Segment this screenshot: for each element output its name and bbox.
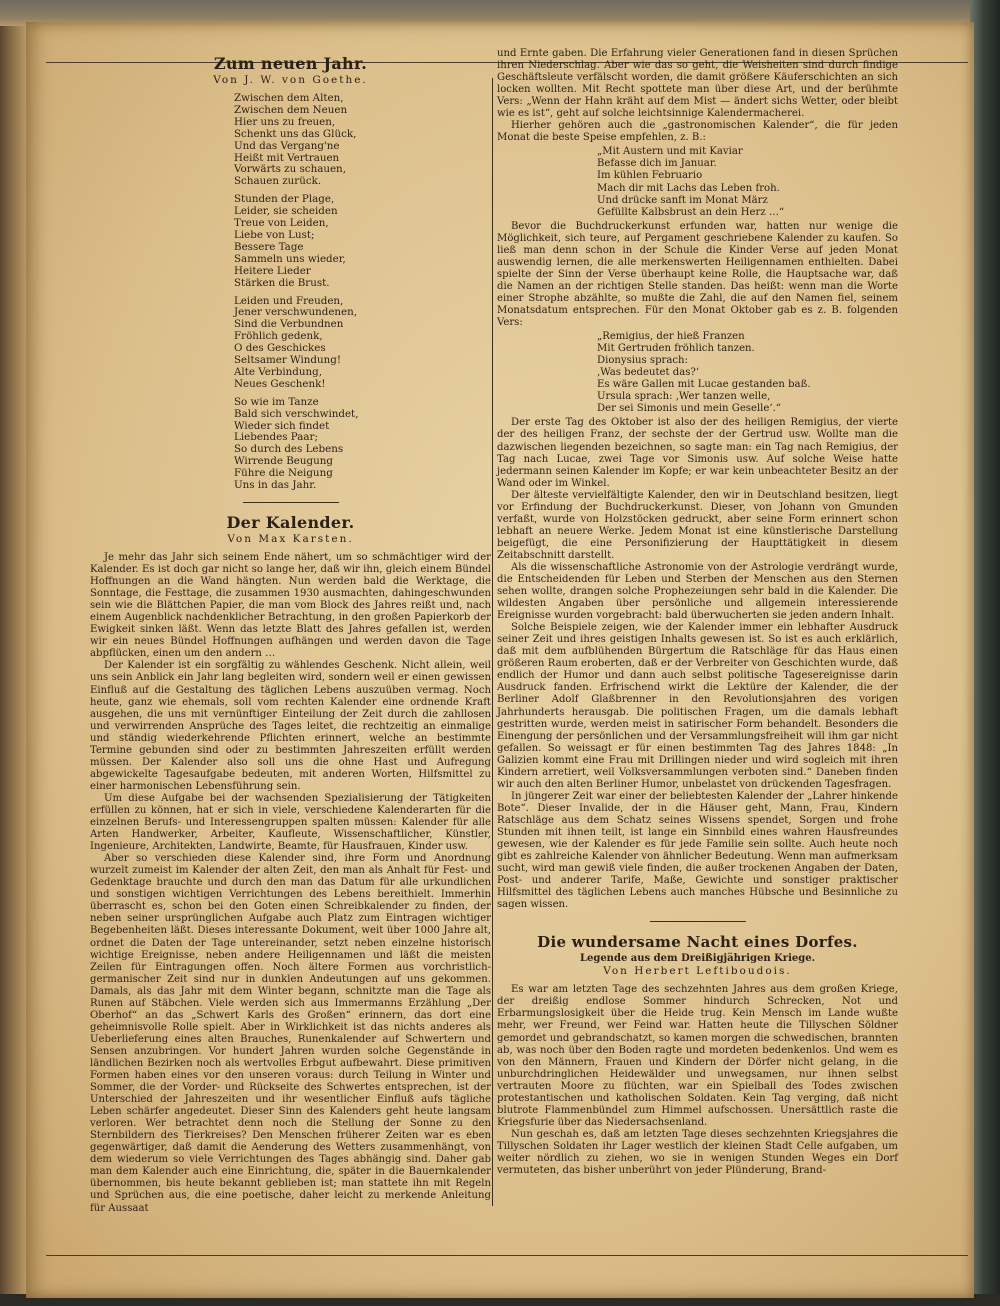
poem-line: Fröhlich gedenk,	[234, 330, 323, 343]
article-paragraph: Solche Beispiele zeigen, wie der Kalender immer ein lebhafter Ausdruck seiner Zeit und ihres geistigen Inhalts gewesen ist. So ist es auch erklärlich, daß mit dem aufblühenden Bürgertum die Ratschläge für das Haus einen größeren Raum eroberten, daß er der Verbreiter von Geschichten wurde, daß endlich der Humor und dann auch selbst politische Tagesereignisse darin Ausdruck fanden. Erfrischend wirkt die Lektüre der Kalender, die der Berliner Adolf Glaßbrenner in den Revolutionsjahren des vorigen Jahrhunderts herausgab. Die politischen Fragen, um die damals lebhaft gestritten wurde, werden meist in satirischer Form behandelt. Besonders die Einengung der persönlichen und der Versammlungsfreiheit will ihm gar nicht gefallen. So weissagt er für einen bestimmten Tag des Jahres 1848: „In Galizien kommt eine Frau mit Drillingen nieder und wird sogleich mit ihren Kindern arretiert, weil Volksversammlungen verboten sind.“ Daneben finden wir auch den alten Berliner Humor, unbelastet von drückenden Tagesfragen.	[497, 622, 898, 790]
poem-line: O des Geschickes	[234, 342, 326, 355]
poem-line: Sammeln uns wieder,	[234, 252, 346, 265]
article-paragraph: In jüngerer Zeit war einer der beliebtesten Kalender der „Lahrer hinkende Bote“. Dieser Invalide, der in die Häuser geht, Mann, Frau, Kindern Ratschläge aus dem Schatz seines Wissens spendet, Sorgen und frohe Stunden mit ihnen teilt, ist lange ein Sinnbild eines wahren Hausfreundes gewesen, wie der Kalender es für jede Familie sein sollte. Auch heute noch gibt es zahlreiche Kalender von ähnlicher Bedeutung. Wenn man aufmerksam sucht, wird man gewiß viele finden, die außer trockenen Angaben der Daten, Post- und anderer Tarife, Maße, Gewichte und sonstiger praktischer Hilfsmittel des täglichen Lebens auch manches Hübsche und Besinnliche zu sagen wissen.	[497, 790, 898, 911]
poem-stanza	[234, 93, 491, 188]
article-paragraph: Bevor die Buchdruckerkunst erfunden war, hatten nur wenige die Möglichkeit, sich teure, auf Pergament geschriebene Kalender zu kaufen. So ließ man denn schon in der Schule die Kinder Verse auf jeden Monat auswendig lernen, die alle merkenswerten Heiligennamen enthielten. Dabei spielte der Sinn der Verse überhaupt keine Rolle, die Hauptsache war, daß die Namen an der richtigen Stelle standen. Das heißt: wenn man die Worte einer Strophe abzählte, so mußte die Zahl, die auf den Namen fiel, seinem Monatsdatum entsprechen. Für den Monat Oktober gab es z. B. folgenden Vers:	[497, 220, 898, 329]
poem-line: Heißt mit Vertrauen	[234, 151, 340, 164]
poem-line: So durch des Lebens	[234, 443, 344, 456]
verse-line: Ursula sprach: ‚Wer tanzen welle,	[597, 391, 771, 403]
poem-stanza	[234, 397, 491, 492]
poem-title: Zum neuen Jahr.	[213, 54, 368, 73]
poem-line: Und das Vergang'ne	[234, 139, 340, 152]
verse-line: Dionysius sprach:	[597, 355, 688, 367]
poem-line: Jener verschwundenen,	[234, 306, 358, 319]
poem-line: Schenkt uns das Glück,	[234, 127, 357, 140]
verse-line: Mach dir mit Lachs das Leben froh.	[597, 182, 780, 194]
poem-line: Leider, sie scheiden	[234, 205, 338, 218]
poem-line: Heitere Lieder	[234, 264, 311, 277]
poem-line: Wirrende Beugung	[234, 455, 333, 468]
poem-line: Zwischen dem Neuen	[234, 103, 348, 116]
poem-line: Treue von Leiden,	[234, 217, 329, 230]
verse-line: „Remigius, der hieß Franzen	[597, 331, 745, 343]
article-paragraph: Der erste Tag des Oktober ist also der des heiligen Remigius, der vierte der des heiligen Franz, der sechste der der Gertrud usw. Wollte man die dazwischen liegenden bezeichnen, so sagte man: ein Tag nach Remigius, der Tag nach Lucae, zwei Tage vor Simonis usw. Auf solche Weise hatte jedermann seinen Kalender im Kopfe; er war kein unbeachteter Besitz an der Wand oder im Winkel.	[497, 417, 898, 489]
verse-line: Und drücke sanft im Monat März	[597, 194, 768, 206]
verse-line: ‚Was bedeutet das?‘	[597, 367, 700, 379]
verse-line: Der sei Simonis und mein Geselle‘.“	[597, 403, 781, 415]
kalender-title: Der Kalender.	[226, 513, 355, 532]
poem-line: Führe die Neigung	[234, 467, 333, 480]
poem-line: Sind die Verbundnen	[234, 318, 344, 331]
article-paragraph: Je mehr das Jahr sich seinem Ende nähert, um so schmächtiger wird der Kalender. Es ist doch gar nicht so lange her, daß wir ihn, gleich einem Bündel Hoffnungen an die Wand hängten. Nun werden bald die Werktage, die Sonntage, die Festtage, die zusammen 1930 ausmachten, dahingeschwunden sein wie die Blättchen Papier, die man vom Block des Jahres reißt und, nach einem Augenblick nachdenklicher Betrachtung, in den großen Papierkorb der Ewigkeit sinken läßt. Wenn das letzte Blatt des Jahres gefallen ist, werden wir ein neues Bündel Hoffnungen aufhängen und werden davon die Tage abpflücken, einen um den andern …	[90, 552, 491, 660]
verse-line: Mit Gertruden fröhlich tanzen.	[597, 343, 755, 355]
oktober-verse	[597, 331, 898, 415]
poem-line: Schauen zurück.	[234, 175, 322, 188]
section-divider	[243, 502, 339, 503]
poem-line: Alte Verbindung,	[234, 365, 322, 378]
story-paragraph: Es war am letzten Tage des sechzehnten Jahres aus dem großen Kriege, der dreißig endlose Sommer hindurch Schrecken, Not und Erbarmungslosigkeit über die Heide trug. Kein Mensch im Lande wußte mehr, wer Freund, wer Feind war. Hatten heute die Tillyschen Söldner gemordet und gebrandschatzt, so kamen morgen die schwedischen, brannten ab, was noch über den Boden ragte und mordeten bedenkenlos. Und wem es von den Männern, Frauen und Kindern der Dörfer nicht gelang, in die unburchdringlichen Heidewälder und unwegsamen, nur ihnen selbst vertrauten Moore zu flüchten, war ein Spielball des Todes zwischen protestantischen und katholischen Soldaten. Kein Tag verging, daß nicht blutrote Flammenbündel zum Himmel aufschossen. Unersättlich raste die Kriegsfurie über das Niedersachsenland.	[497, 984, 898, 1128]
poem-line: So wie im Tanze	[234, 395, 319, 408]
poem-line: Stärken die Brust.	[234, 276, 330, 289]
dorf-subtitle: Legende aus dem Dreißigjährigen Kriege.	[579, 953, 816, 965]
poem-line: Liebendes Paar;	[234, 431, 318, 444]
verse-line: Es wäre Gallen mit Lucae gestanden baß.	[597, 379, 811, 391]
article-paragraph: Der älteste vervielfältigte Kalender, den wir in Deutschland besitzen, liegt vor Erfindung der Buchdruckerkunst. Dieser, von Johann von Gmunden verfaßt, wurde von Holzstöcken gedruckt, aber seine Form erinnert schon lebhaft an neuere Werke. Jedem Monat ist eine künstlerische Darstellung beigefügt, die eine Personifizierung der Haupttätigkeit in diesem Zeitabschnitt darstellt.	[497, 489, 898, 561]
poem-line: Vorwärts zu schauen,	[234, 163, 346, 176]
article-paragraph: Der Kalender ist ein sorgfältig zu wählendes Geschenk. Nicht allein, weil uns sein Anblick ein Jahr lang begleiten wird, sondern weil er einen gewissen Einfluß auf die Gestaltung des täglichen Lebens auszuüben vermag. Noch heute, ganz wie ehemals, soll vom rechten Kalender eine ordnende Kraft ausgehen, die uns mit vernünftiger Einteilung der Zeit durch die zahllosen und verwirrenden Ansprüche des Tages leitet, die rechtzeitig an einmalige und ständig wiederkehrende Pflichten erinnert, welche an bestimmte Termine gebunden sind oder zu bestimmten Jahreszeiten erfüllt werden müssen. Der Kalender also soll uns die ohne Hast und Aufregung abgewickelte Tagesaufgabe bedeuten, mit anderen Worten, Hilfsmittel zu einer harmonischen Lebensführung sein.	[90, 660, 491, 792]
article-paragraph: Aber so verschieden diese Kalender sind, ihre Form und Anordnung wurzelt zumeist im Kalender der alten Zeit, den man als Anhalt für Fest- und Gedenktage brauchte und durch den man das Datum für alle urkundlichen und sonstigen wichtigen Verrichtungen des Lebens bereithielt. Immerhin überrascht es, schon bei den Goten einen Schreibkalender zu finden, der neben seiner ursprünglichen Aufgabe auch Platz zum Eintragen wichtiger Begebenheiten läßt. Dieses interessante Dokument, weit über 1000 Jahre alt, ordnet die Daten der Tage untereinander, setzt neben einzelne historisch wichtige Ereignisse, neben andere Heiligennamen und läßt die meisten Zeilen für Eintragungen offen. Noch ältere Formen aus vorchristlich-germanischer Zeit sind nur in dunklen Andeutungen auf uns gekommen. Damals, als das Jahr mit dem Winter begann, schnitzte man die Tage als Runen auf Stäbchen. Viele werden sich aus Immermanns Erzählung „Der Oberhof“ an das „Schwert Karls des Großen“ erinnern, das dort eine geheimnisvolle Rolle spielt. Aber in Wirklichkeit ist das nichts anderes als Ueberlieferung eines alten Brauches, Runenkalender auf Schwertern und Sensen anzubringen. Vor hundert Jahren wurden solche Gegenstände in ländlichen Bezirken noch als wertvolles Erbgut aufbewahrt. Diese primitiven Formen haben eines vor den unseren voraus: durch Teilung in Winter und Sommer, die der Vorder- und Rückseite des Schwertes entsprechen, ist der Unterschied der Jahreszeiten und ihr wesentlicher Einfluß aufs tägliche Leben schärfer angedeutet. Dieser Sinn des Kalenders geht heute langsam verloren. Wer betrachtet denn noch die Stellung der Sonne zu den Sternbildern des Tierkreises? Den Menschen früherer Zeiten war es eben gegenwärtiger, daß damit die Aenderung des Wetters zusammenhängt, von dem wiederum so viele Verrichtungen des Tages abhängig sind. Daher gab man dem Kalender auch eine Einrichtung, die, später in die Bauernkalender übernommen, bis heute bekannt geblieben ist; man stattete ihn mit Regeln und Sprüchen aus, die eine poetische, daher leicht zu merkende Anleitung für Aussaat	[90, 853, 491, 1214]
poem-line: Neues Geschenk!	[234, 377, 326, 390]
poem-line: Uns in das Jahr.	[234, 479, 317, 492]
verse-line: Im kühlen Februario	[597, 170, 703, 182]
book-cover-right	[970, 0, 1000, 1306]
verse-line: Gefüllte Kalbsbrust an dein Herz …“	[597, 206, 785, 218]
verse-line: „Mit Austern und mit Kaviar	[597, 146, 743, 158]
story-paragraph: Nun geschah es, daß am letzten Tage dieses sechzehnten Kriegsjahres die Tillyschen Soldaten ihr Lager westlich der kleinen Stadt Celle aufgaben, um weiter nördlich zu ziehen, wo sie in wenigen Stunden Weges ein Dorf vermuteten, das bisher unberührt von jeder Plünderung, Brand-	[497, 1128, 898, 1177]
poem	[234, 93, 491, 492]
poem-line: Bald sich verschwindet,	[234, 407, 359, 420]
article-paragraph: und Ernte gaben. Die Erfahrung vieler Generationen fand in diesen Sprüchen ihren Niederschlag. Aber wie das so geht, die Weisheiten sind durch findige Geschäftsleute verfälscht worden, die damit größere Käuferschichten an sich locken wollten. Mit Recht spottete man über diese Art, und der berühmte Vers: „Wenn der Hahn kräht auf dem Mist — ändert sichs Wetter, oder bleibt wie es ist“, geht auf solche leichtsinnige Kalendermacherei.	[497, 48, 898, 120]
poem-stanza	[234, 194, 491, 289]
poem-line: Bessere Tage	[234, 240, 304, 253]
poem-line: Wieder sich findet	[234, 419, 330, 432]
poem-line: Stunden der Plage,	[234, 193, 335, 206]
article-paragraph: Hierher gehören auch die „gastronomischen Kalender“, die für jeden Monat die beste Speise empfehlen, z. B.:	[497, 120, 898, 144]
article-paragraph: Als die wissenschaftliche Astronomie von der Astrologie verdrängt wurde, die Entscheidenden für Leben und Sterben der Menschen aus den Sternen sehen wollte, drangen solche Prophezeiungen sehr bald in die Kalender. Die wildesten Angaben über persönliche und allgemein interessierende Ereignisse wurden vorgebracht: bald überwucherten sie jeden andern Inhalt.	[497, 561, 898, 622]
dorf-byline: Von Herbert Leftiboudois.	[603, 965, 792, 978]
poem-line: Zwischen dem Alten,	[234, 92, 344, 104]
poem-line: Leiden und Freuden,	[234, 294, 344, 307]
kalender-byline: Von Max Karsten.	[227, 533, 354, 545]
section-divider	[650, 921, 746, 922]
poem-line: Hier uns zu freuen,	[234, 115, 336, 128]
dorf-title: Die wundersame Nacht eines Dorfes.	[537, 933, 858, 952]
article-paragraph: Um diese Aufgabe bei der wachsenden Spezialisierung der Tätigkeiten erfüllen zu können, hat er sich in viele, verschiedene Kalenderarten für die einzelnen Berufs- und Interessengruppen spalten müssen: Kalender für alle Arten Handwerker, Arbeiter, Kaufleute, Wissenschaftlicher, Künstler, Ingenieure, Architekten, Landwirte, Beamte, für Hausfrauen, Kinder usw.	[90, 792, 491, 853]
right-column	[497, 48, 898, 1177]
gastro-verse	[597, 146, 898, 218]
left-column	[90, 48, 491, 1215]
column-divider	[492, 78, 493, 1206]
poem-byline: Von J. W. von Goethe.	[213, 74, 368, 86]
poem-line: Seltsamer Windung!	[234, 354, 341, 367]
poem-stanza	[234, 296, 491, 391]
verse-line: Befasse dich im Januar.	[597, 158, 717, 170]
poem-line: Liebe von Lust;	[234, 228, 315, 241]
